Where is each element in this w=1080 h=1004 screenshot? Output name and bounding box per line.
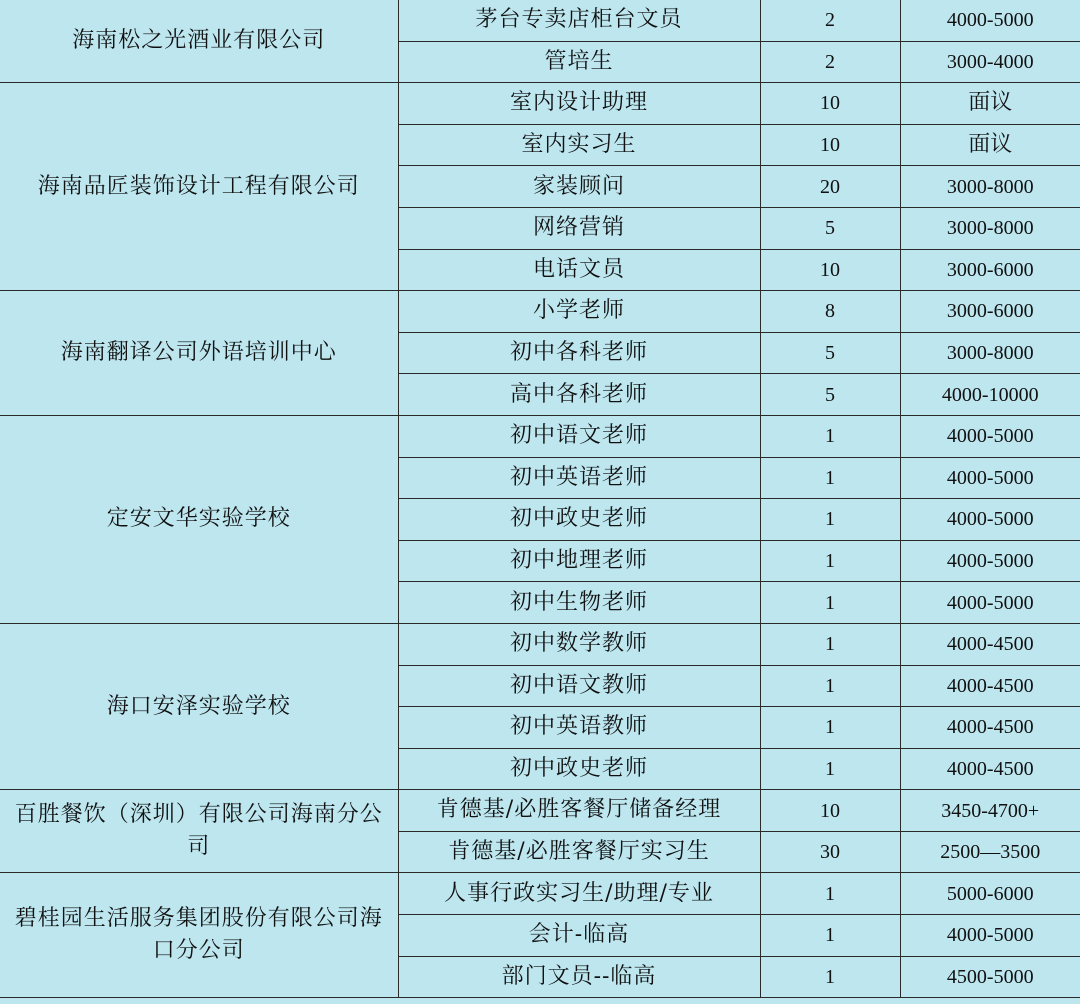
salary-cell: 4000-5000 [900,457,1080,499]
headcount-cell: 8 [760,291,900,333]
headcount-cell: 5 [760,374,900,416]
company-cell: 海南松之光酒业有限公司 [0,0,398,83]
salary-cell: 4000-5000 [900,915,1080,957]
salary-cell: 面议 [900,83,1080,125]
salary-cell: 2500—3500 [900,831,1080,873]
position-cell: 小学老师 [398,291,760,333]
salary-cell: 4000-5000 [900,499,1080,541]
headcount-cell: 10 [760,790,900,832]
headcount-cell: 2 [760,41,900,83]
headcount-cell: 5 [760,332,900,374]
headcount-cell: 10 [760,83,900,125]
position-cell: 人事行政实习生/助理/专业 [398,873,760,915]
salary-cell: 4000-4500 [900,707,1080,749]
salary-cell: 5000-6000 [900,873,1080,915]
position-cell: 初中英语教师 [398,707,760,749]
position-cell: 初中各科老师 [398,332,760,374]
position-cell: 家装顾问 [398,166,760,208]
company-cell: 百胜餐饮（深圳）有限公司海南分公司 [0,790,398,873]
salary-cell: 4000-5000 [900,582,1080,624]
salary-cell: 4000-10000 [900,374,1080,416]
salary-cell: 3000-6000 [900,249,1080,291]
headcount-cell: 1 [760,707,900,749]
headcount-cell: 10 [760,249,900,291]
position-cell: 初中数学教师 [398,623,760,665]
company-cell: 海南品匠装饰设计工程有限公司 [0,83,398,291]
table-row [0,291,1080,333]
headcount-cell: 1 [760,457,900,499]
salary-cell: 4000-4500 [900,665,1080,707]
position-cell: 部门文员--临高 [398,956,760,998]
position-cell: 室内设计助理 [398,83,760,125]
headcount-cell: 20 [760,166,900,208]
position-cell: 初中生物老师 [398,582,760,624]
salary-cell: 3000-4000 [900,41,1080,83]
table-row [0,790,1080,832]
position-cell: 电话文员 [398,249,760,291]
position-cell: 管培生 [398,41,760,83]
salary-cell: 4000-5000 [900,540,1080,582]
headcount-cell: 1 [760,540,900,582]
position-cell: 肯德基/必胜客餐厅实习生 [398,831,760,873]
headcount-cell: 1 [760,748,900,790]
table-row [0,873,1080,915]
headcount-cell: 1 [760,956,900,998]
table-row [0,83,1080,125]
headcount-cell: 1 [760,499,900,541]
salary-cell: 4000-4500 [900,623,1080,665]
headcount-cell: 1 [760,873,900,915]
headcount-cell: 2 [760,0,900,41]
headcount-cell: 30 [760,831,900,873]
salary-cell: 4500-5000 [900,956,1080,998]
company-cell: 定安文华实验学校 [0,415,398,623]
position-cell: 初中政史老师 [398,499,760,541]
position-cell: 高中各科老师 [398,374,760,416]
company-cell: 海口安泽实验学校 [0,623,398,789]
headcount-cell: 1 [760,665,900,707]
salary-cell: 3000-8000 [900,207,1080,249]
salary-cell: 3450-4700+ [900,790,1080,832]
position-cell: 网络营销 [398,207,760,249]
headcount-cell: 1 [760,415,900,457]
table-row [0,623,1080,665]
position-cell: 初中政史老师 [398,748,760,790]
company-cell: 碧桂园生活服务集团股份有限公司海口分公司 [0,873,398,998]
table-row [0,415,1080,457]
headcount-cell: 1 [760,623,900,665]
position-cell: 初中地理老师 [398,540,760,582]
salary-cell: 面议 [900,124,1080,166]
headcount-cell: 10 [760,124,900,166]
position-cell: 会计-临高 [398,915,760,957]
table-row [0,0,1080,41]
headcount-cell: 1 [760,915,900,957]
position-cell: 初中语文老师 [398,415,760,457]
company-cell: 海南翻译公司外语培训中心 [0,291,398,416]
headcount-cell: 1 [760,582,900,624]
salary-cell: 3000-8000 [900,332,1080,374]
salary-cell: 4000-5000 [900,0,1080,41]
salary-cell: 4000-5000 [900,415,1080,457]
salary-cell: 3000-6000 [900,291,1080,333]
salary-cell: 4000-4500 [900,748,1080,790]
position-cell: 肯德基/必胜客餐厅储备经理 [398,790,760,832]
position-cell: 初中英语老师 [398,457,760,499]
salary-cell: 3000-8000 [900,166,1080,208]
position-cell: 室内实习生 [398,124,760,166]
position-cell: 茅台专卖店柜台文员 [398,0,760,41]
headcount-cell: 5 [760,207,900,249]
position-cell: 初中语文教师 [398,665,760,707]
